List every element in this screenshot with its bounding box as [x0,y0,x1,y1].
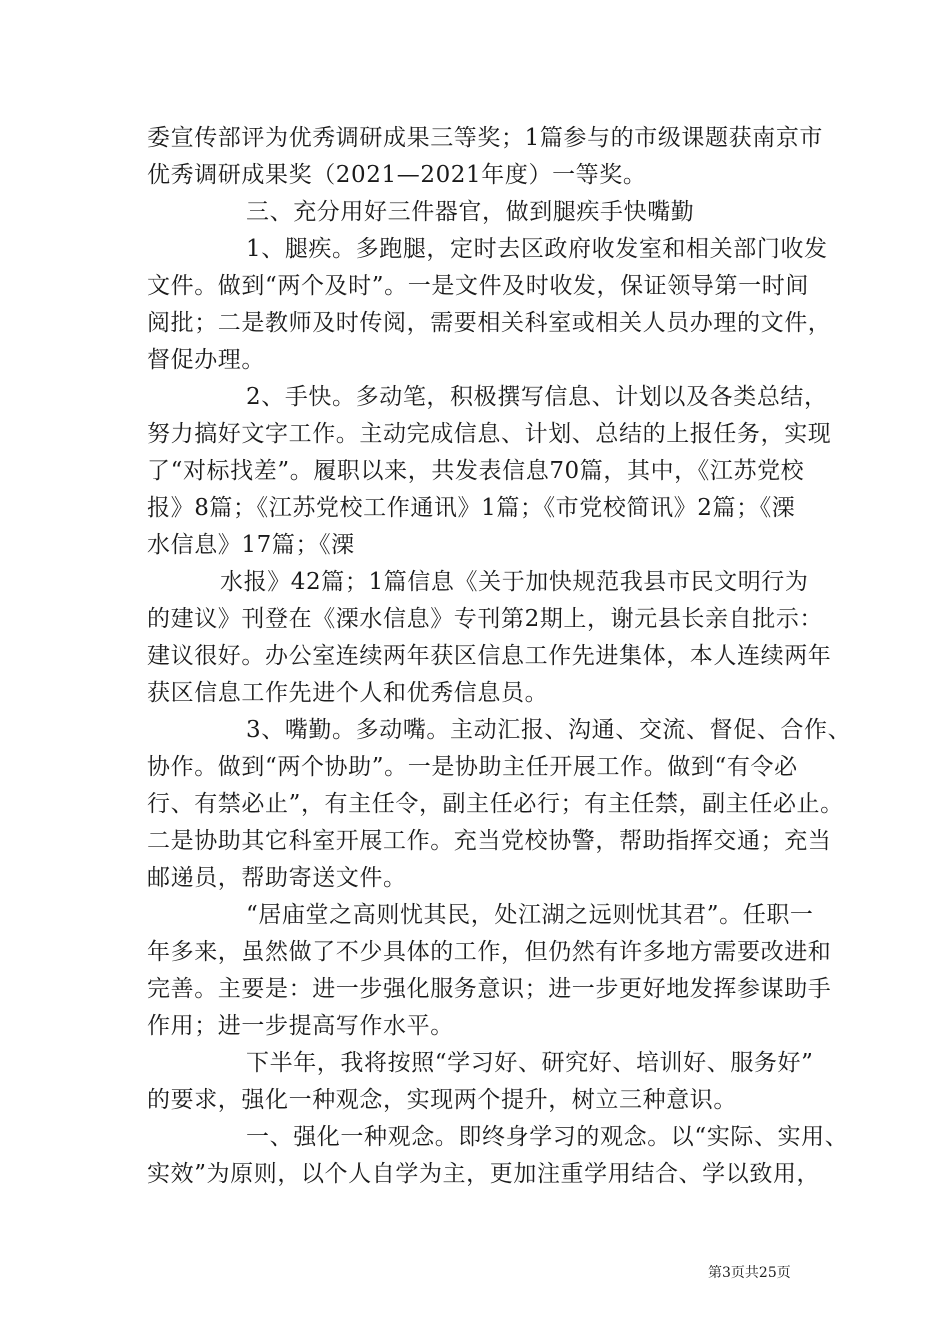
text-line: 的建议》刊登在《溧水信息》专刊第2期上，谢元县长亲自批示： [147,606,824,632]
text-line: 作用；进一步提高写作水平。 [147,1013,454,1039]
text-line: 行、有禁必止”，有主任令，副主任必行；有主任禁，副主任必止。 [147,791,844,817]
text-line: 完善。主要是：进一步强化服务意识；进一步更好地发挥参谋助手 [147,976,832,1002]
text-line: 的要求，强化一种观念，实现两个提升，树立三种意识。 [147,1087,737,1113]
text-line: 2、手快。多动笔，积极撰写信息、计划以及各类总结， [246,384,828,410]
text-line: 报》8篇；《江苏党校工作通讯》1篇；《市党校简讯》2篇；《溧 [147,495,796,521]
text-line: 一、强化一种观念。即终身学习的观念。以“实际、实用、 [246,1124,849,1150]
text-line: 文件。做到“两个及时”。一是文件及时收发，保证领导第一时间 [147,273,809,299]
text-line: 建议很好。办公室连续两年获区信息工作先进集体，本人连续两年 [147,643,832,669]
text-line: 水信息》17篇；《溧 [147,532,355,558]
text-line: 1、腿疾。多跑腿，定时去区政府收发室和相关部门收发 [246,236,828,262]
text-line: 委宣传部评为优秀调研成果三等奖；1篇参与的市级课题获南京市 [147,125,824,151]
text-line: 获区信息工作先进个人和优秀信息员。 [147,680,549,706]
page-number-footer: 第3页共25页 [708,1265,791,1281]
text-line: 年多来，虽然做了不少具体的工作，但仍然有许多地方需要改进和 [147,939,832,965]
text-line: 督促办理。 [147,347,265,373]
text-line: 了“对标找差”。履职以来，共发表信息70篇，其中，《江苏党校 [147,458,805,484]
text-line: 3、嘴勤。多动嘴。主动汇报、沟通、交流、督促、合作、 [246,717,852,743]
text-line: “居庙堂之高则忧其民，处江湖之远则忧其君”。任职一 [246,902,814,928]
section-heading: 三、充分用好三件器官，做到腿疾手快嘴勤 [246,199,695,225]
text-line: 水报》42篇；1篇信息《关于加快规范我县市民文明行为 [220,569,809,595]
text-line: 下半年，我将按照“学习好、研究好、培训好、服务好” [246,1050,814,1076]
text-line: 协作。做到“两个协助”。一是协助主任开展工作。做到“有令必 [147,754,798,780]
text-line: 阅批；二是教师及时传阅，需要相关科室或相关人员办理的文件， [147,310,832,336]
text-line: 实效”为原则，以个人自学为主，更加注重学用结合、学以致用， [147,1161,821,1187]
text-line: 二是协助其它科室开展工作。充当党校协警，帮助指挥交通；充当 [147,828,832,854]
text-line: 优秀调研成果奖（2021—2021年度）一等奖。 [147,162,647,188]
text-line: 努力搞好文字工作。主动完成信息、计划、总结的上报任务，实现 [147,421,832,447]
text-line: 邮递员，帮助寄送文件。 [147,865,407,891]
